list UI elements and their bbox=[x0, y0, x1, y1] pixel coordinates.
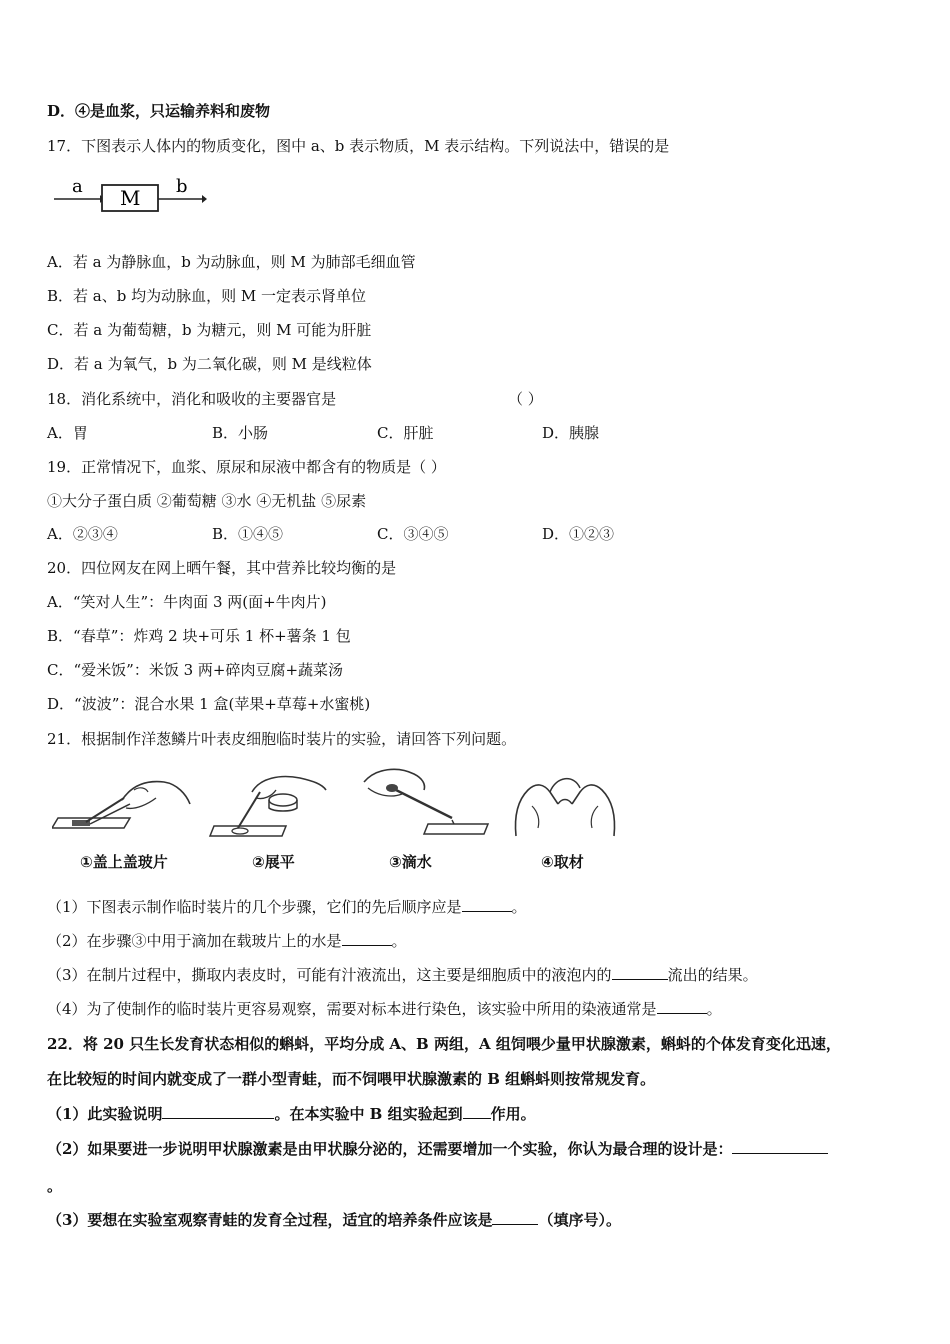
q17-diagram-b: b bbox=[176, 176, 188, 197]
q18-option-b: B．小肠 bbox=[212, 424, 269, 442]
q22-sub3-blank[interactable] bbox=[492, 1210, 538, 1225]
q21-sub4-blank[interactable] bbox=[657, 999, 707, 1014]
q19-stem: 19．正常情况下，血浆、原尿和尿液中都含有的物质是（ ） bbox=[47, 458, 446, 476]
q20-option-b: B．“春草”：炸鸡 2 块+可乐 1 杯+薯条 1 包 bbox=[47, 627, 351, 645]
q21-step4-illustration bbox=[510, 766, 622, 840]
q18-answer-paren: （ ） bbox=[508, 390, 543, 408]
q21-sub1-blank[interactable] bbox=[462, 897, 512, 912]
q22-sub2 bbox=[47, 1139, 828, 1159]
q18-option-d: D．胰腺 bbox=[542, 424, 600, 442]
q19-option-d: D．①②③ bbox=[542, 525, 615, 543]
q21-sub1 bbox=[47, 897, 527, 917]
q21-sub3 bbox=[47, 965, 758, 985]
q21-sub4-text: （4）为了使制作的临时装片更容易观察，需要对标本进行染色，该实验中所用的染液通常是 bbox=[47, 1000, 657, 1018]
q16-option-d: D．④是血浆，只运输养料和废物 bbox=[47, 102, 271, 120]
q22-sub3-b: （填序号）。 bbox=[538, 1211, 621, 1229]
q19-option-a: A．②③④ bbox=[47, 525, 118, 543]
q17-diagram-m: M bbox=[120, 186, 141, 210]
q21-sub4-end: 。 bbox=[706, 1000, 722, 1018]
q22-sub1-b: 。在本实验中 B 组实验起到 bbox=[274, 1105, 463, 1123]
q21-sub2-blank[interactable] bbox=[342, 931, 392, 946]
q22-sub2-end: 。 bbox=[47, 1177, 63, 1195]
q18-stem: 18．消化系统中，消化和吸收的主要器官是 bbox=[47, 390, 337, 408]
q18-option-c: C．肝脏 bbox=[377, 424, 434, 442]
q21-step3-illustration bbox=[356, 762, 496, 840]
q21-step1-illustration bbox=[52, 770, 192, 840]
q19-option-c: C．③④⑤ bbox=[377, 525, 449, 543]
q22-sub1 bbox=[47, 1104, 536, 1124]
q20-stem: 20．四位网友在网上晒午餐，其中营养比较均衡的是 bbox=[47, 559, 397, 577]
q21-step2-label: ②展平 bbox=[252, 853, 295, 871]
q19-option-b: B．①④⑤ bbox=[212, 525, 284, 543]
q21-step1-label: ①盖上盖玻片 bbox=[80, 853, 168, 871]
q22-sub2-text: （2）如果要进一步说明甲状腺激素是由甲状腺分泌的，还需要增加一个实验，你认为最合理的设计是： bbox=[47, 1140, 733, 1158]
q17-option-b: B．若 a、b 均为动脉血，则 M 一定表示肾单位 bbox=[47, 287, 367, 305]
q17-diagram-a: a bbox=[72, 176, 83, 197]
q21-sub2-end: 。 bbox=[391, 932, 407, 950]
q21-sub2-text: （2）在步骤③中用于滴加在载玻片上的水是 bbox=[47, 932, 342, 950]
q22-sub1-c: 作用。 bbox=[490, 1105, 536, 1123]
q22-sub1-a: （1）此实验说明 bbox=[47, 1105, 163, 1123]
q22-stem-line2: 在比较短的时间内就变成了一群小型青蛙，而不饲喂甲状腺激素的 B 组蝌蚪则按常规发育。 bbox=[47, 1070, 656, 1088]
q21-sub3-text: （3）在制片过程中，撕取内表皮时，可能有汁液流出，这主要是细胞质中的液泡内的 bbox=[47, 966, 612, 984]
q20-option-c: C．“爱米饭”：米饭 3 两+碎肉豆腐+蔬菜汤 bbox=[47, 661, 344, 679]
q18-option-a: A．胃 bbox=[47, 424, 88, 442]
q21-step3-label: ③滴水 bbox=[389, 853, 432, 871]
q21-step4-label: ④取材 bbox=[541, 853, 584, 871]
q22-sub1-blank1[interactable] bbox=[162, 1104, 274, 1119]
q21-sub4 bbox=[47, 999, 722, 1019]
q21-sub3-blank[interactable] bbox=[612, 965, 668, 980]
q20-option-d: D．“波波”：混合水果 1 盒(苹果+草莓+水蜜桃) bbox=[47, 695, 371, 713]
q22-stem-line1: 22．将 20 只生长发育状态相似的蝌蚪，平均分成 A、B 两组，A 组饲喂少量甲状腺激素，蝌蚪的个体发育变化迅速， bbox=[47, 1035, 841, 1053]
q17-diagram bbox=[50, 172, 220, 222]
q22-sub3 bbox=[47, 1210, 621, 1230]
q21-sub3-tail: 流出的结果。 bbox=[667, 966, 758, 984]
q17-option-c: C．若 a 为葡萄糖，b 为糖元，则 M 可能为肝脏 bbox=[47, 321, 372, 339]
q17-option-d: D．若 a 为氧气，b 为二氧化碳，则 M 是线粒体 bbox=[47, 355, 372, 373]
q21-sub1-text: （1）下图表示制作临时装片的几个步骤，它们的先后顺序应是 bbox=[47, 898, 462, 916]
q20-option-a: A．“笑对人生”：牛肉面 3 两(面+牛肉片) bbox=[47, 593, 327, 611]
q21-sub1-end: 。 bbox=[511, 898, 527, 916]
q21-stem: 21．根据制作洋葱鳞片叶表皮细胞临时装片的实验，请回答下列问题。 bbox=[47, 730, 517, 748]
q22-sub3-a: （3）要想在实验室观察青蛙的发育全过程，适宜的培养条件应该是 bbox=[47, 1211, 493, 1229]
q21-step2-illustration bbox=[208, 770, 348, 840]
q21-sub2 bbox=[47, 931, 407, 951]
q22-sub1-blank2[interactable] bbox=[463, 1104, 491, 1119]
q17-stem: 17．下图表示人体内的物质变化，图中 a、b 表示物质，M 表示结构。下列说法中，错误的是 bbox=[47, 137, 670, 155]
q17-option-a: A．若 a 为静脉血，b 为动脉血，则 M 为肺部毛细血管 bbox=[47, 253, 416, 271]
q19-items: ①大分子蛋白质 ②葡萄糖 ③水 ④无机盐 ⑤尿素 bbox=[47, 492, 367, 510]
q22-sub2-blank[interactable] bbox=[732, 1139, 828, 1154]
